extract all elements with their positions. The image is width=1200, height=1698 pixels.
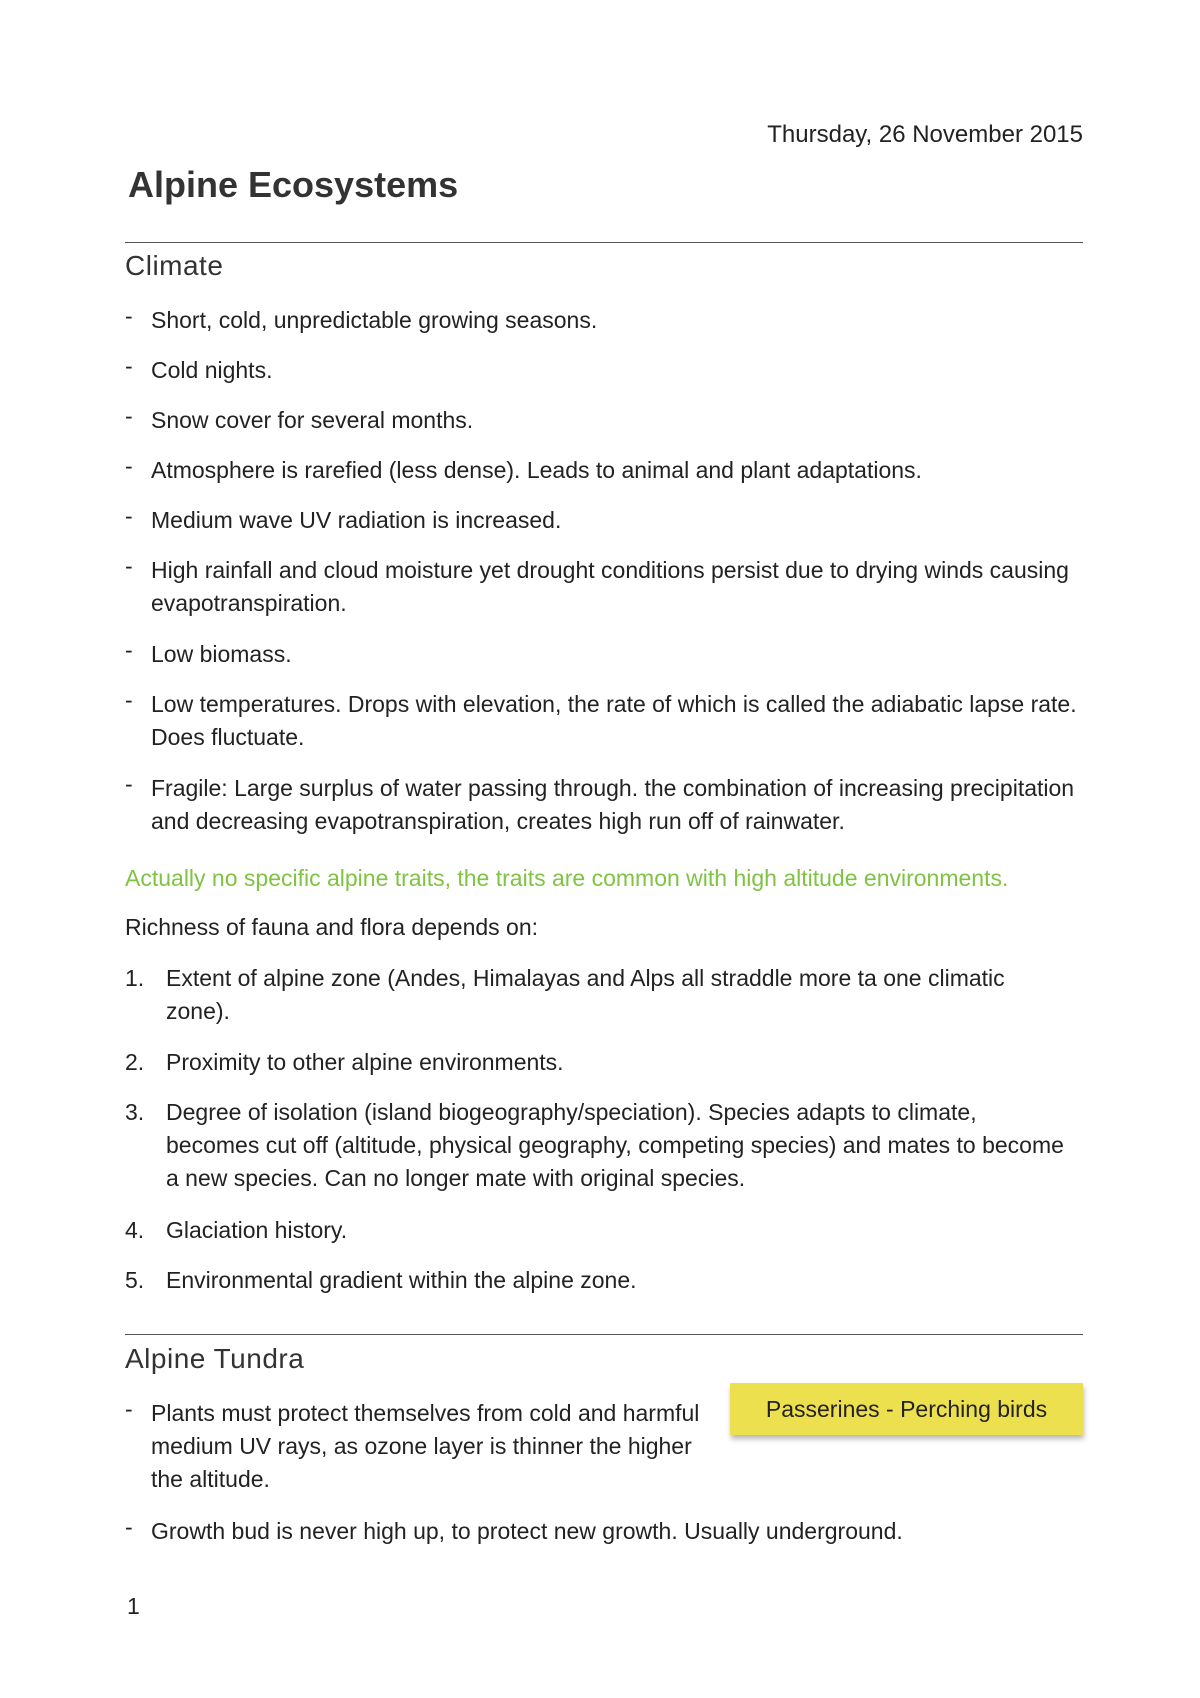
- bullet-marker: -: [125, 453, 133, 479]
- list-number: 2.: [125, 1049, 145, 1075]
- list-item: [125, 688, 1085, 772]
- climate-bullet-list: [125, 304, 1085, 856]
- bullet-marker: -: [125, 687, 133, 713]
- list-item-text: Extent of alpine zone (Andes, Himalayas and Alps all straddle more ta one climatic zone).: [166, 965, 1005, 1024]
- list-item-text: Growth bud is never high up, to protect new growth. Usually underground.: [151, 1518, 903, 1544]
- list-item-text: Glaciation history.: [166, 1217, 348, 1243]
- page-number: 1: [127, 1593, 140, 1619]
- list-item: [125, 962, 1070, 1046]
- document-title: Alpine Ecosystems: [128, 164, 459, 205]
- list-item: [125, 772, 1085, 856]
- list-item-text: Fragile: Large surplus of water passing through. the combination of increasing precipitation and decreasing evapotranspiration, creates high run off of rainwater.: [151, 775, 1075, 834]
- bullet-marker: -: [125, 771, 133, 797]
- list-item: [125, 304, 1085, 354]
- list-number: 3.: [125, 1099, 145, 1125]
- list-item-text: Atmosphere is rarefied (less dense). Leads to animal and plant adaptations.: [151, 457, 922, 483]
- list-item: [125, 1264, 1070, 1314]
- list-item: [125, 454, 1085, 504]
- richness-intro: Richness of fauna and flora depends on:: [125, 914, 539, 940]
- section-divider: [125, 1334, 1083, 1335]
- section-divider: [125, 242, 1083, 243]
- list-item-text: High rainfall and cloud moisture yet drought conditions persist due to drying winds causing evapotranspiration.: [151, 557, 1069, 616]
- list-number: 4.: [125, 1217, 145, 1243]
- bullet-marker: -: [125, 553, 133, 579]
- bullet-marker: -: [125, 353, 133, 379]
- list-item: [125, 1096, 1070, 1214]
- list-item: [125, 1046, 1070, 1096]
- document-date: Thursday, 26 November 2015: [767, 121, 1083, 148]
- list-item-text: Environmental gradient within the alpine zone.: [166, 1267, 637, 1293]
- list-item: [125, 1214, 1070, 1264]
- list-item: [125, 504, 1085, 554]
- highlighted-note: Actually no specific alpine traits, the traits are common with high altitude environments.: [125, 865, 1009, 891]
- sticky-note[interactable]: Passerines - Perching birds: [730, 1383, 1083, 1435]
- list-item-text: Plants must protect themselves from cold and harmful medium UV rays, as ozone layer is thinner the higher the altitude.: [151, 1400, 700, 1492]
- list-item-text: Proximity to other alpine environments.: [166, 1049, 564, 1075]
- list-item-text: Low biomass.: [151, 641, 292, 667]
- list-item-text: Cold nights.: [151, 357, 273, 383]
- list-item: [125, 554, 1085, 638]
- list-item-text: Snow cover for several months.: [151, 407, 474, 433]
- list-item-text: Short, cold, unpredictable growing seasons.: [151, 307, 598, 333]
- list-item: [125, 1515, 1085, 1565]
- tundra-heading: Alpine Tundra: [125, 1343, 305, 1374]
- bullet-marker: -: [125, 503, 133, 529]
- bullet-marker: -: [125, 637, 133, 663]
- climate-heading: Climate: [125, 250, 224, 281]
- list-item: [125, 354, 1085, 404]
- list-item-text: Degree of isolation (island biogeography/speciation). Species adapts to climate, becomes cut off (altitude, physical geography, competing species) and mates to become a new species. Can no longer mate with original species.: [166, 1099, 1064, 1191]
- bullet-marker: -: [125, 1396, 133, 1422]
- list-item: [125, 404, 1085, 454]
- bullet-marker: -: [125, 1514, 133, 1540]
- list-number: 1.: [125, 965, 145, 991]
- richness-numbered-list: [125, 962, 1070, 1314]
- list-number: 5.: [125, 1267, 145, 1293]
- list-item: [125, 638, 1085, 688]
- list-item-text: Low temperatures. Drops with elevation, the rate of which is called the adiabatic lapse rate. Does fluctuate.: [151, 691, 1077, 750]
- list-item-text: Medium wave UV radiation is increased.: [151, 507, 562, 533]
- bullet-marker: -: [125, 403, 133, 429]
- bullet-marker: -: [125, 303, 133, 329]
- list-item: [125, 1397, 719, 1515]
